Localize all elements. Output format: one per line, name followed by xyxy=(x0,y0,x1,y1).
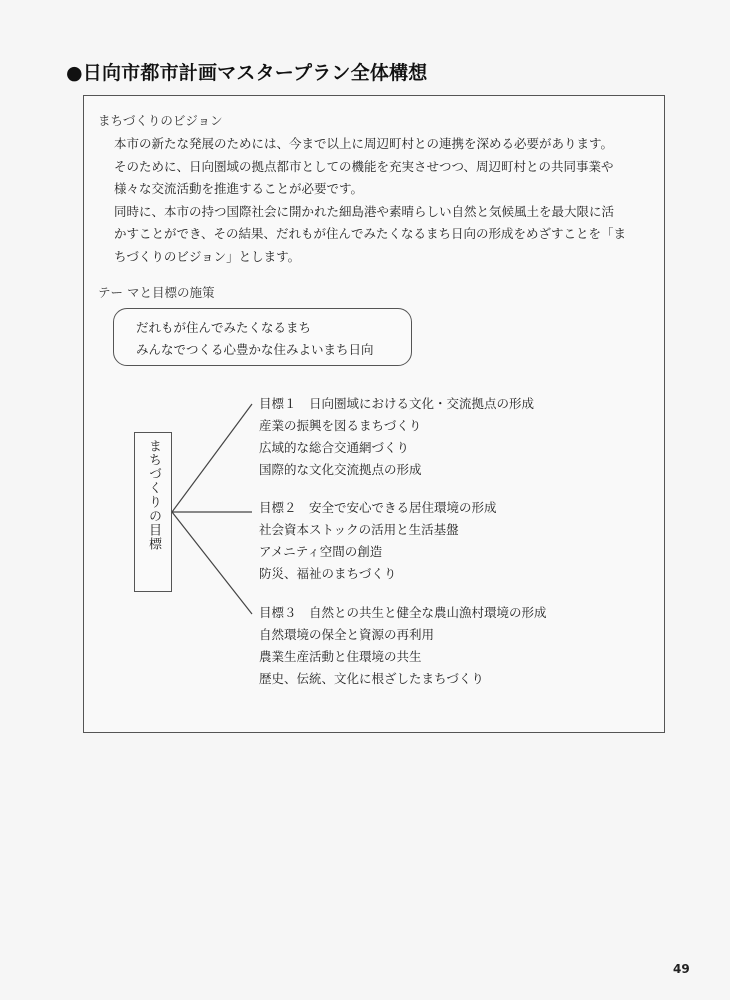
page-title: ●日向市都市計画マスタープラン全体構想 xyxy=(66,62,428,84)
goal-label: まちづくりの目標 xyxy=(146,439,161,551)
goal-label-box xyxy=(134,432,172,592)
theme-line: みんなでつくる心豊かな住みよいまち日向 xyxy=(136,342,374,357)
goal-measure: 産業の振興を図るまちづくり xyxy=(259,418,422,433)
vision-line: かすことができ、その結果、だれもが住んでみたくなるまち日向の形成をめざすことを「ま xyxy=(114,226,627,241)
connector-line-1 xyxy=(172,404,252,512)
theme-line: だれもが住んでみたくなるまち xyxy=(136,320,312,335)
goal-measure: 防災、福祉のまちづくり xyxy=(259,566,397,581)
vision-line: そのために、日向圏域の拠点都市としての機能を充実させつつ、周辺町村との共同事業や xyxy=(114,158,614,174)
goal-measure: アメニティ空間の創造 xyxy=(259,544,383,559)
goal-measure: 社会資本ストックの活用と生活基盤 xyxy=(259,522,459,537)
goal-measure: 国際的な文化交流拠点の形成 xyxy=(259,462,422,477)
connector-line-3 xyxy=(172,512,252,614)
goal-group-3 xyxy=(259,602,547,690)
page-number: 49 xyxy=(673,962,690,976)
goal-title: 目標１ 日向圏域における文化・交流拠点の形成 xyxy=(259,396,535,411)
goal-group-2 xyxy=(259,497,497,585)
goal-title: 目標２ 安全で安心できる居住環境の形成 xyxy=(259,500,497,515)
goal-measure: 広域的な総合交通網づくり xyxy=(259,440,410,455)
vision-line: 同時に、本市の持つ国際社会に開かれた細島港や素晴らしい自然と気候風土を最大限に活 xyxy=(114,203,615,219)
goal-measure: 歴史、伝統、文化に根ざしたまちづくり xyxy=(259,671,484,686)
vision-heading: まちづくりのビジョン xyxy=(98,113,223,128)
vision-line: ちづくりのビジョン」とします。 xyxy=(114,248,301,264)
vision-line: 本市の新たな発展のためには、今まで以上に周辺町村との連携を深める必要があります。 xyxy=(114,136,614,151)
theme-heading: テー マと目標の施策 xyxy=(98,285,215,300)
goal-measure: 農業生産活動と住環境の共生 xyxy=(259,649,422,664)
goal-measure: 自然環境の保全と資源の再利用 xyxy=(259,627,435,642)
goal-title: 目標３ 自然との共生と健全な農山漁村環境の形成 xyxy=(259,605,547,620)
goal-group-1 xyxy=(259,393,534,481)
vision-line: 様々な交流活動を推進することが必要です。 xyxy=(114,181,364,196)
